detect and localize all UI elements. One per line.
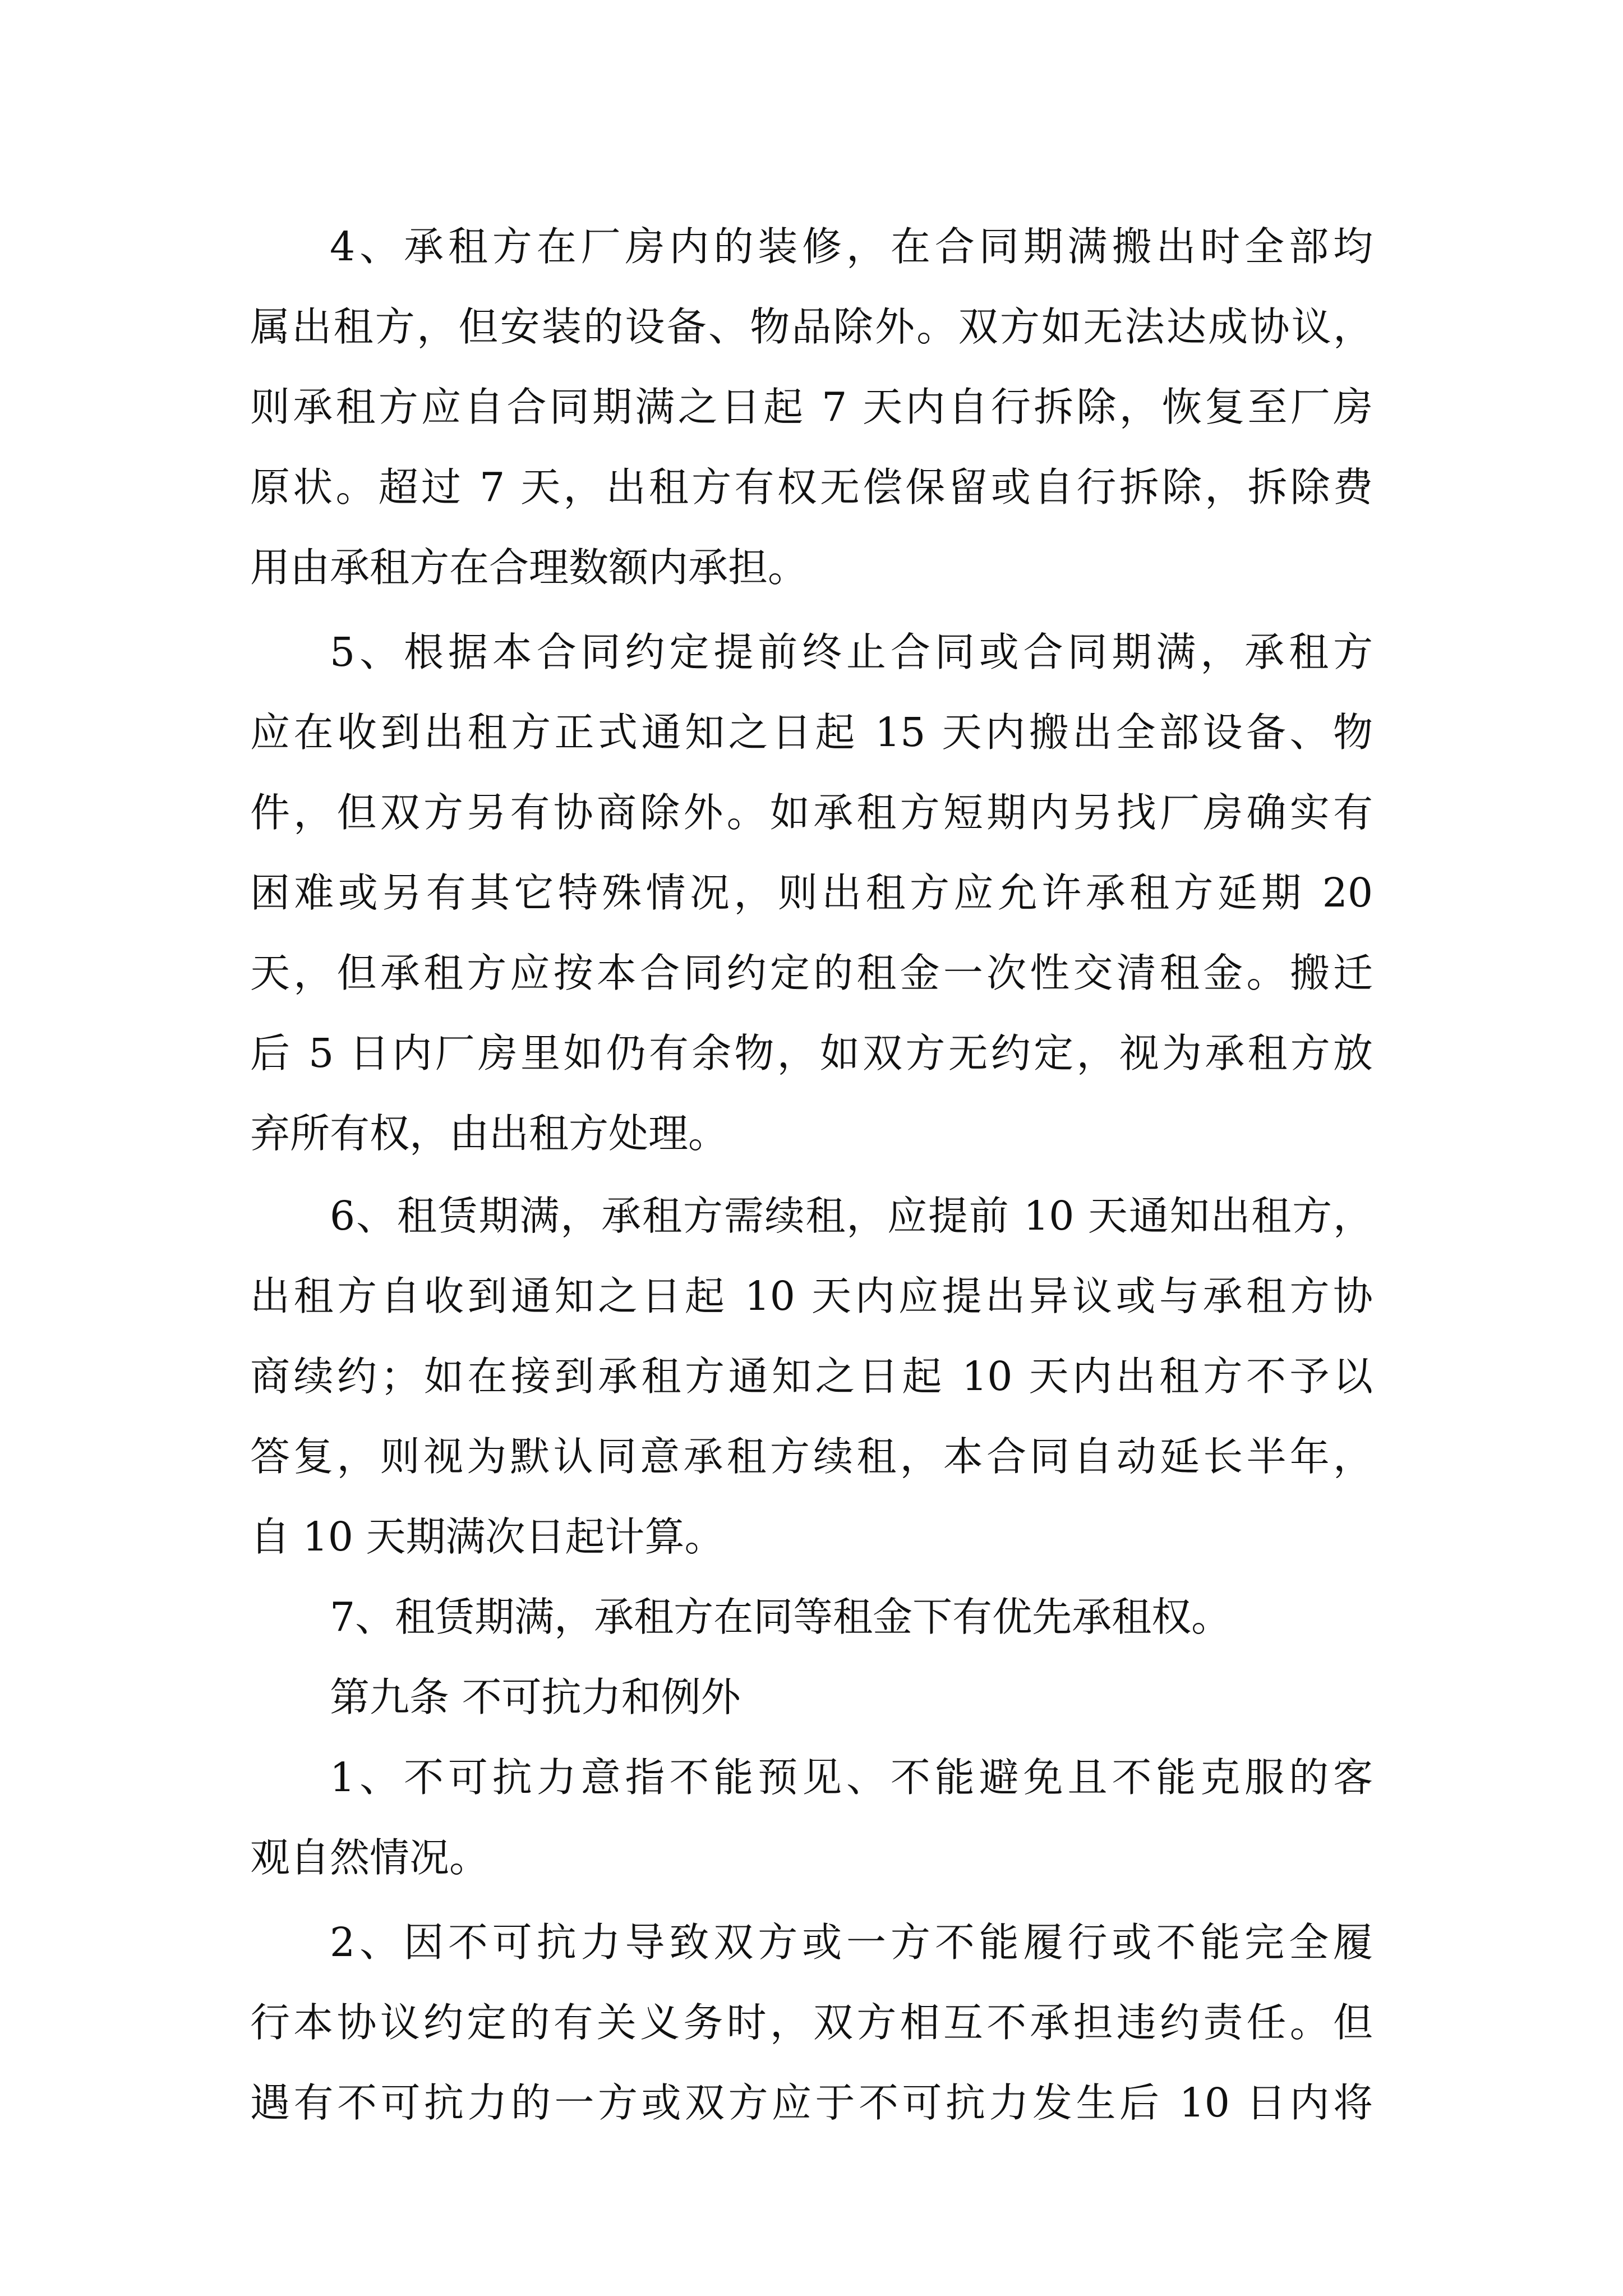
text-line: 件，但双方另有协商除外。如承租方短期内另找厂房确实有 — [250, 789, 1373, 836]
text-line: 则承租方应自合同期满之日起 7 天内自行拆除，恢复至厂房 — [250, 384, 1373, 430]
text-line: 原状。超过 7 天，出租方有权无偿保留或自行拆除，拆除费 — [250, 464, 1373, 510]
text-line: 出租方自收到通知之日起 10 天内应提出异议或与承租方协 — [250, 1273, 1373, 1319]
text-line: 弃所有权，由出租方处理。 — [250, 1110, 728, 1157]
text-line: 商续约；如在接到承租方通知之日起 10 天内出租方不予以 — [250, 1353, 1373, 1400]
section-heading: 第九条 不可抗力和例外 — [330, 1674, 741, 1720]
text-line: 天，但承租方应按本合同约定的租金一次性交清租金。搬迁 — [250, 950, 1373, 996]
text-line: 遇有不可抗力的一方或双方应于不可抗力发生后 10 日内将 — [250, 2079, 1373, 2126]
text-line: 5、根据本合同约定提前终止合同或合同期满，承租方 — [330, 629, 1373, 675]
text-line: 属出租方，但安装的设备、物品除外。双方如无法达成协议， — [250, 303, 1373, 350]
text-line: 行本协议约定的有关义务时，双方相互不承担违约责任。但 — [250, 1999, 1373, 2046]
text-line: 2、因不可抗力导致双方或一方不能履行或不能完全履 — [330, 1919, 1373, 1966]
document-body — [250, 206, 1373, 2143]
text-line: 4、承租方在厂房内的装修，在合同期满搬出时全部均 — [330, 223, 1373, 270]
text-line: 困难或另有其它特殊情况，则出租方应允许承租方延期 20 — [250, 869, 1373, 916]
text-line: 自 10 天期满次日起计算。 — [250, 1513, 725, 1560]
text-line: 7、租赁期满，承租方在同等租金下有优先承租权。 — [330, 1594, 1232, 1640]
text-line: 1、不可抗力意指不能预见、不能避免且不能克服的客 — [330, 1754, 1373, 1801]
text-line: 后 5 日内厂房里如仍有余物，如双方无约定，视为承租方放 — [250, 1030, 1373, 1076]
text-line: 观自然情况。 — [250, 1834, 490, 1881]
text-line: 答复，则视为默认同意承租方续租，本合同自动延长半年， — [250, 1433, 1373, 1480]
text-line: 用由承租方在合理数额内承担。 — [250, 544, 808, 591]
text-line: 6、租赁期满，承租方需续租，应提前 10 天通知出租方， — [330, 1193, 1373, 1239]
text-line: 应在收到出租方正式通知之日起 15 天内搬出全部设备、物 — [250, 709, 1373, 756]
